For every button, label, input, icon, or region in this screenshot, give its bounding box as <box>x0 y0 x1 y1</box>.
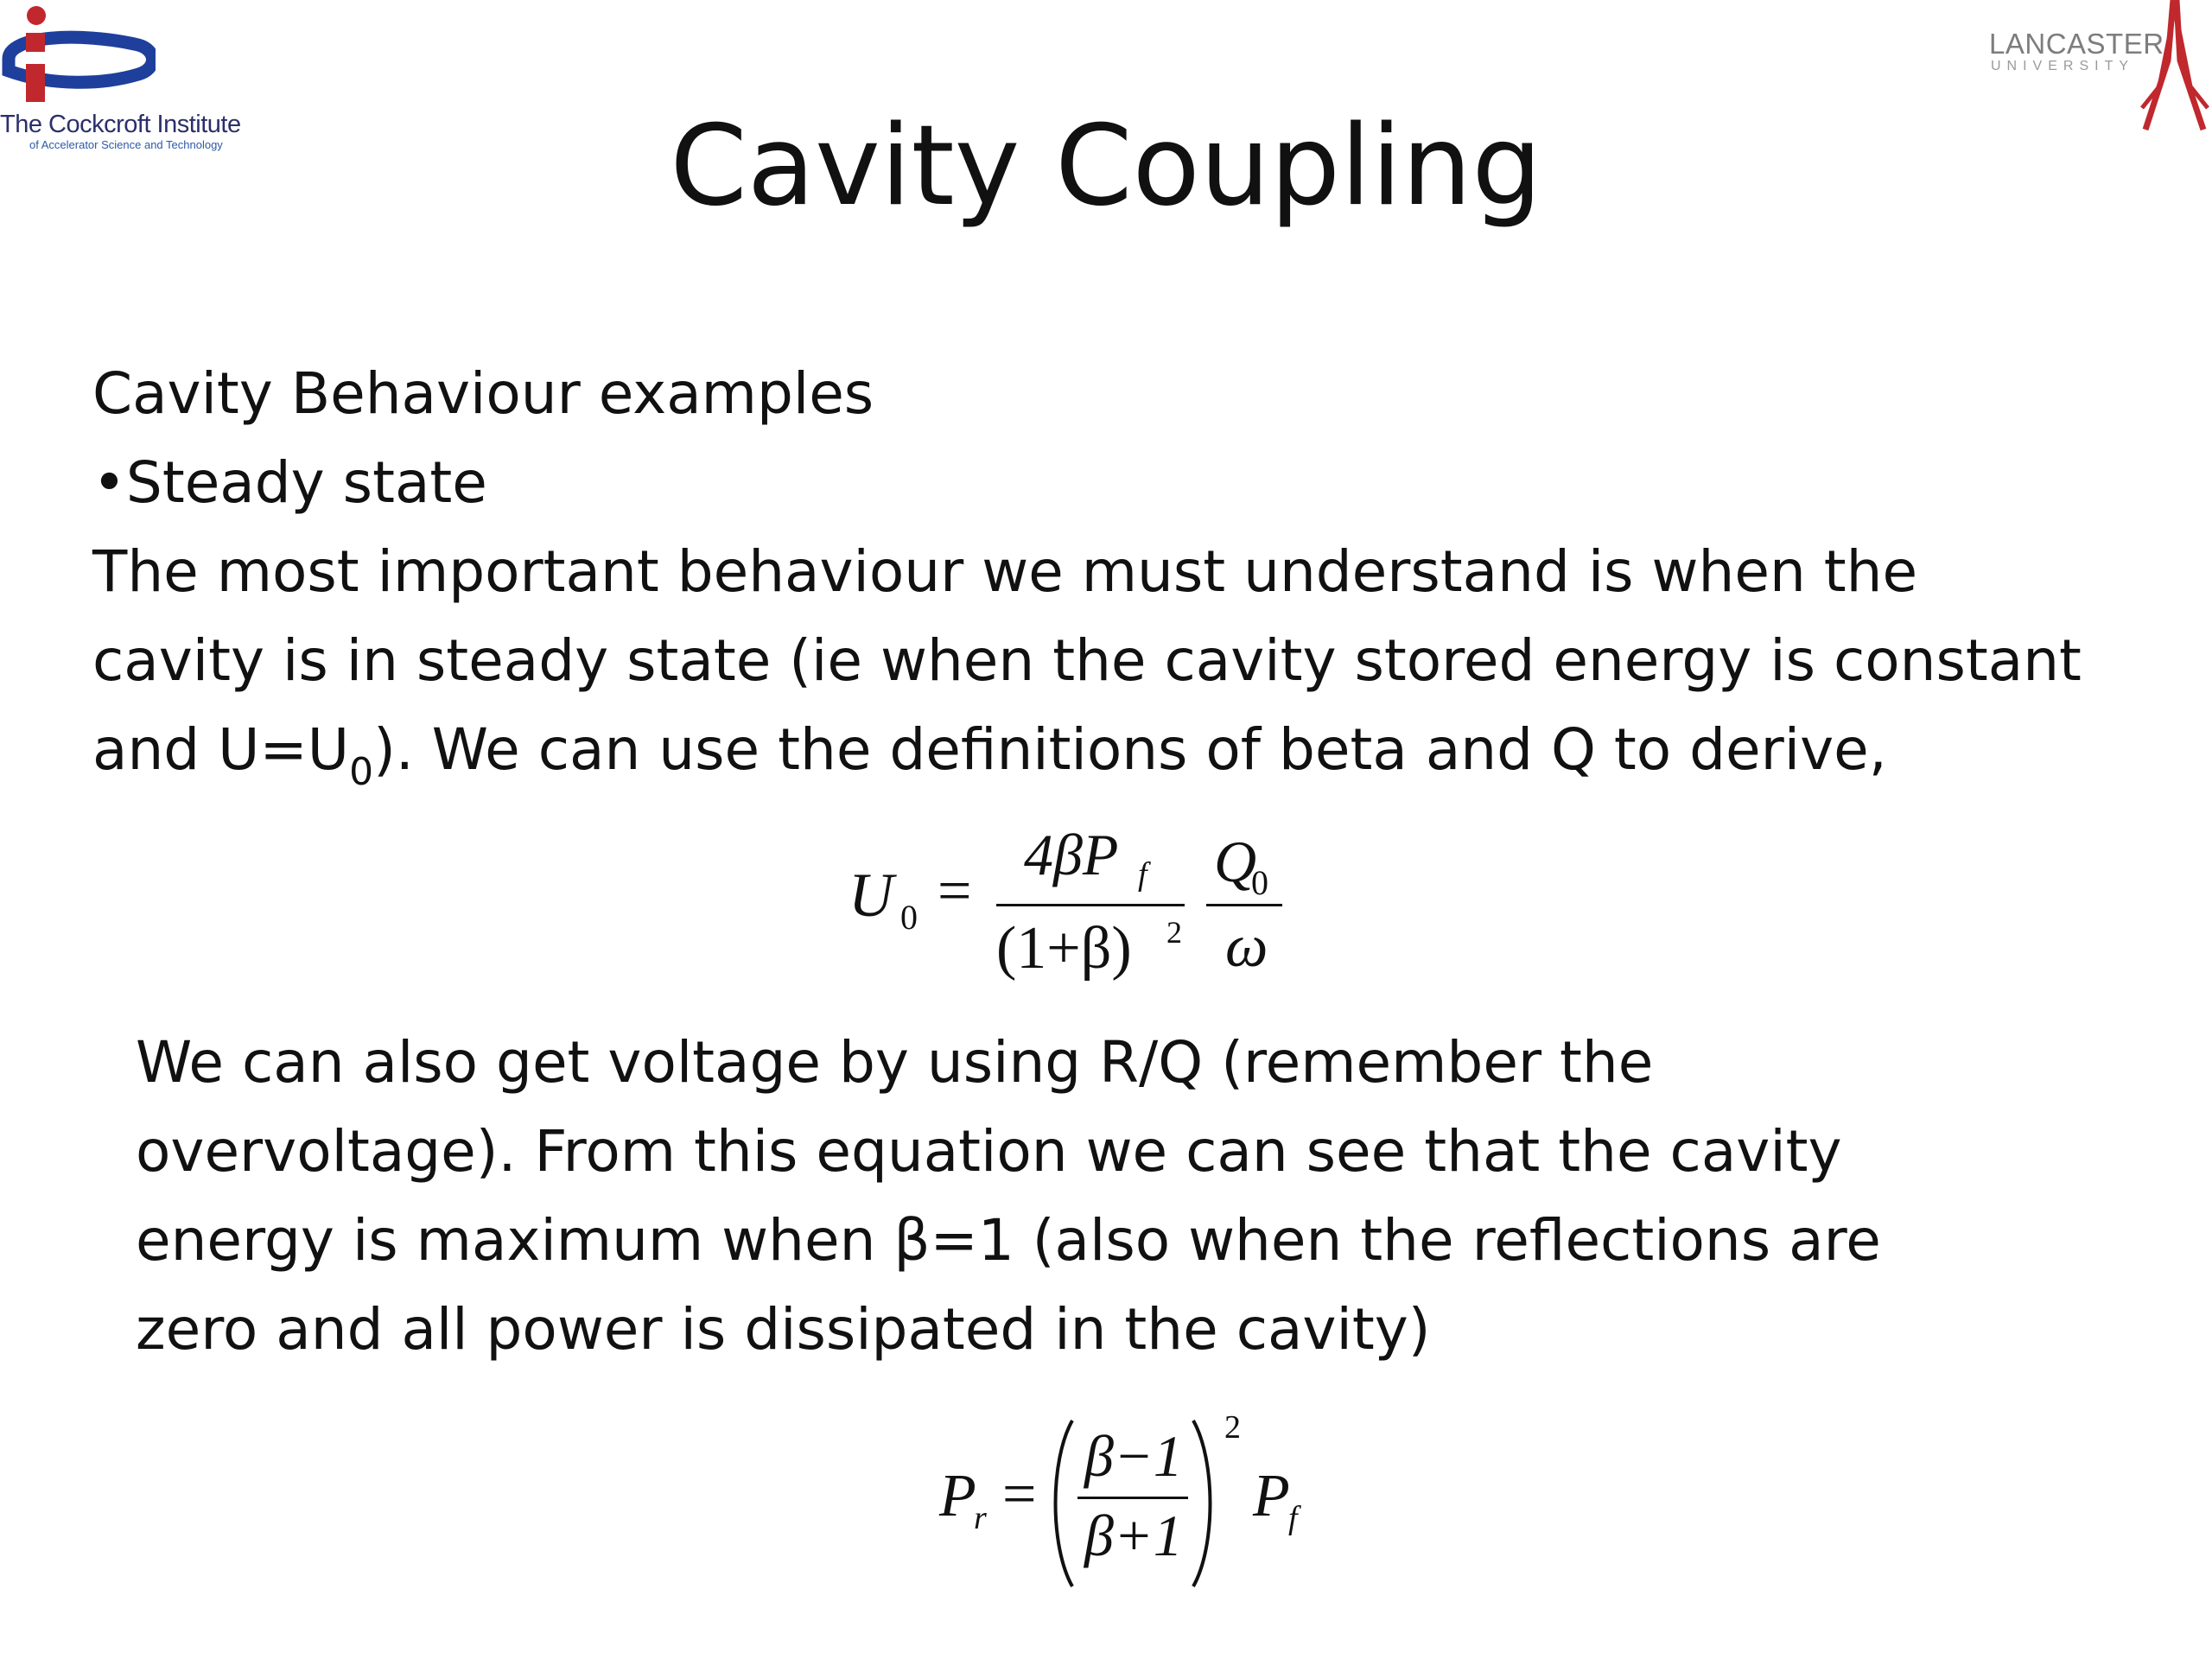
eq1-numerator2-subscript: 0 <box>1251 863 1268 902</box>
eq1-numerator1-subscript: f <box>1138 856 1147 893</box>
eq2-fraction-bar <box>1077 1497 1188 1499</box>
paragraph1-line3 <box>92 705 1887 802</box>
eq1-denominator1-superscript: 2 <box>1166 915 1182 950</box>
eq2-numerator: β−1 <box>1084 1423 1183 1489</box>
eq2-denominator: β+1 <box>1084 1503 1183 1568</box>
eq1-fraction-bar2 <box>1206 904 1282 906</box>
bullet-steady-state: •Steady state <box>92 449 487 516</box>
paragraph1-line1: The most important behaviour we must understand is when the <box>92 538 1918 605</box>
lancaster-name: LANCASTER <box>1989 28 2164 60</box>
eq2-left-paren-icon <box>1046 1417 1077 1590</box>
eq2-power: 2 <box>1224 1409 1241 1446</box>
eq2-lhs-subscript: r <box>974 1500 987 1536</box>
section-heading: Cavity Behaviour examples <box>92 360 874 427</box>
eq1-numerator2: Q <box>1214 829 1257 894</box>
paragraph2-line3: energy is maximum when β=1 (also when the reflections are <box>136 1207 1881 1274</box>
eq1-denominator2: ω <box>1225 913 1268 980</box>
equation-stored-energy <box>847 821 1313 1002</box>
eq1-fraction-bar1 <box>996 904 1185 906</box>
equation-reflected-power <box>938 1408 1326 1590</box>
eq1-equals: = <box>938 858 972 925</box>
eq1-lhs-subscript: 0 <box>900 898 918 937</box>
paragraph2-line4: zero and all power is dissipated in the cavity) <box>136 1296 1431 1363</box>
eq2-rhs-subscript: f <box>1288 1500 1298 1536</box>
paragraph2-line1: We can also get voltage by using R/Q (remember the <box>136 1029 1654 1096</box>
paragraph1-line3-subscript: 0 <box>349 750 374 794</box>
eq1-lhs: U <box>849 861 893 930</box>
cockcroft-subtitle: of Accelerator Science and Technology <box>29 138 223 151</box>
paragraph2-line2: overvoltage). From this equation we can see that the cavity <box>136 1118 1842 1185</box>
eq2-lhs: P <box>939 1463 976 1529</box>
paragraph1-line3-end: ). We can use the definitions of beta and Q to derive, <box>373 716 1887 783</box>
eq1-denominator1: (1+β) <box>996 915 1132 982</box>
paragraph1-line2: cavity is in steady state (ie when the cavity stored energy is constant <box>92 627 2082 694</box>
cockcroft-name: The Cockcroft Institute <box>0 111 241 138</box>
paragraph1-line3-start: and U=U <box>92 716 350 783</box>
cockcroft-emblem-icon <box>0 0 156 112</box>
eq1-numerator1: 4βP <box>1024 822 1119 887</box>
eq2-rhs: P <box>1253 1463 1290 1529</box>
eq2-equals: = <box>1002 1461 1037 1528</box>
eq2-right-paren-icon <box>1188 1417 1219 1590</box>
slide-title: Cavity Coupling <box>670 102 1542 231</box>
lancaster-subtitle: UNIVERSITY <box>1991 59 2135 73</box>
